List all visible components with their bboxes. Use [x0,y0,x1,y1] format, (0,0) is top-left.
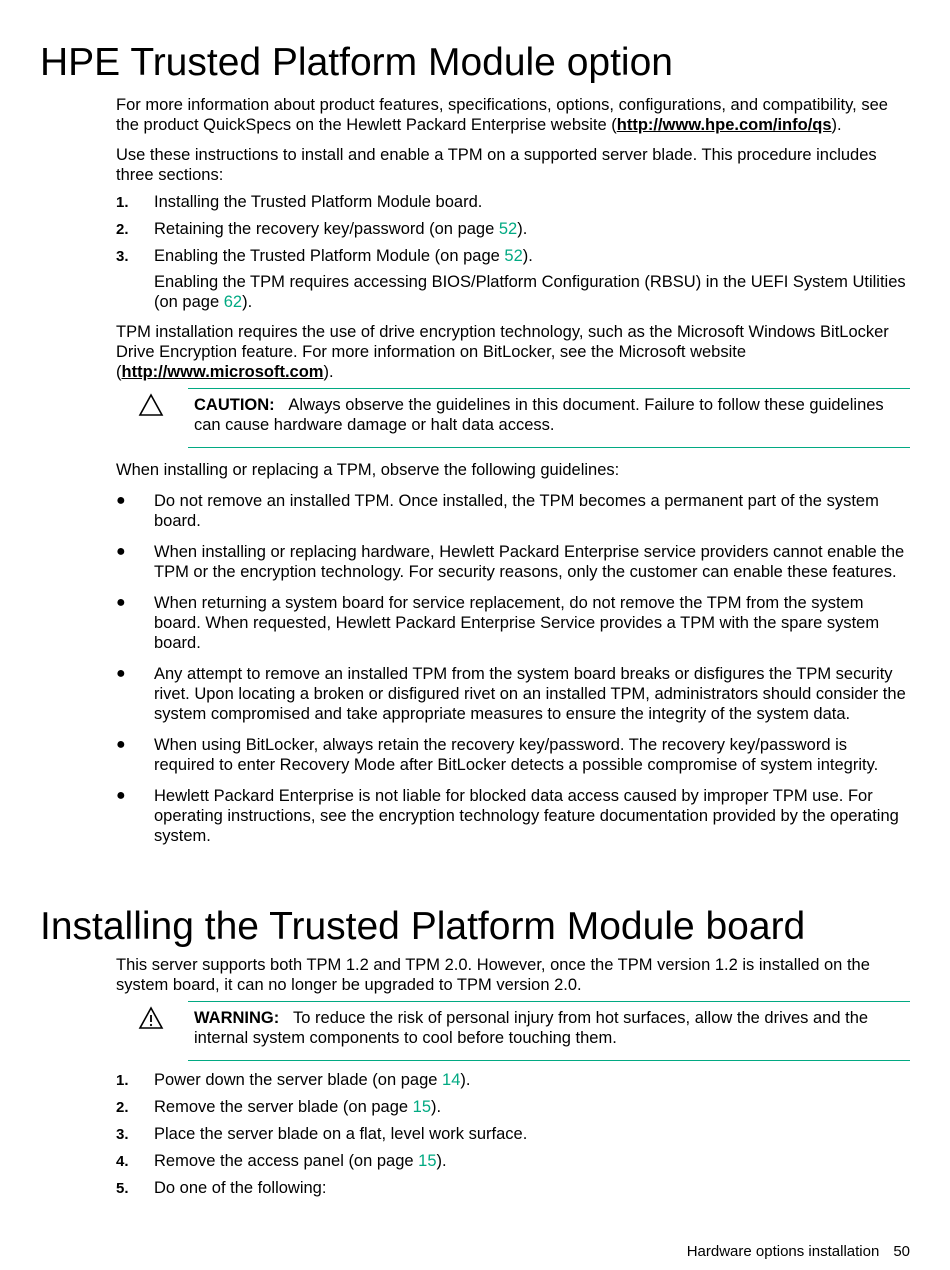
warning-text: To reduce the risk of personal injury from hot surfaces, allow the drives and the internal system components to cool before touching them. [194,1009,869,1047]
warning-icon [138,1006,164,1030]
list-item: 4. Remove the access panel (on page 15). [116,1152,447,1170]
intro-paragraph: For more information about product features, specifications, options, configurations, and compatibility, see the product QuickSpecs on the Hewlett Packard Enterprise website (http://www.hpe.com/info/qs). [116,96,888,134]
caution-text: Always observe the guidelines in this document. Failure to follow these guidelines can cause hardware damage or halt data access. [194,396,884,434]
procedure-paragraph: Use these instructions to install and enable a TPM on a supported server blade. This procedure includes three sections: [116,146,877,184]
list-item: 3. Enabling the Trusted Platform Module (on page 52). Enabling the TPM requires accessing BIOS/Platform Configuration (RBSU) in the UEFI System Utilities (on page 62). [116,246,910,312]
list-item: ● Any attempt to remove an installed TPM from the system board breaks or disfigures the TPM security rivet. Upon locating a broken or disfigured rivet on an installed TPM, administrators should consider the system compromised and take appropriate measures to ensure the integrity of the system data. [116,665,906,723]
list-item: 1. Installing the Trusted Platform Module board. [116,193,483,211]
guidelines-list [116,491,910,846]
caution-box [188,388,910,448]
list-item: ● Do not remove an installed TPM. Once installed, the TPM becomes a permanent part of the system board. [116,492,879,530]
page-link[interactable]: 14 [442,1071,461,1089]
guidelines-section [116,460,910,846]
step-note: Enabling the TPM requires accessing BIOS/Platform Configuration (RBSU) in the UEFI System Utilities (on page 62). [154,273,906,311]
warning-box [188,1001,910,1061]
list-item: 5. Do one of the following: [116,1179,327,1197]
page-footer [687,1243,910,1260]
footer-section-title: Hardware options installation [686,1243,880,1260]
section-body [116,955,910,995]
quickspecs-link[interactable]: http://www.hpe.com/info/qs [616,116,832,134]
install-steps-section [116,1070,910,1198]
caution-icon [138,393,164,417]
page-number: 50 [893,1243,910,1260]
page-link[interactable]: 15 [412,1098,432,1116]
page-link[interactable]: 52 [498,220,518,238]
tpm-version-paragraph: This server supports both TPM 1.2 and TPM 2.0. However, once the TPM version 1.2 is installed on the system board, it can no longer be upgraded to TPM version 2.0. [116,956,870,994]
page-link[interactable]: 62 [223,293,243,311]
list-item: 2. Retaining the recovery key/password (on page 52). [116,220,528,238]
list-item: 1. Power down the server blade (on page 14). [116,1071,471,1089]
list-item: ● Hewlett Packard Enterprise is not liable for blocked data access caused by improper TPM use. For operating instructions, see the encryption technology feature documentation provided by the operating system. [116,787,899,845]
sections-list [116,192,910,312]
page-link[interactable]: 15 [418,1152,437,1170]
caution-label: CAUTION: [194,396,275,414]
section-title: Installing the Trusted Platform Module board [40,905,806,948]
warning-label: WARNING: [194,1009,280,1027]
section-title: HPE Trusted Platform Module option [40,41,673,84]
list-item: 3. Place the server blade on a flat, level work surface. [116,1125,528,1143]
microsoft-link[interactable]: http://www.microsoft.com [121,363,324,381]
list-item: 2. Remove the server blade (on page 15). [116,1098,442,1116]
guidelines-intro: When installing or replacing a TPM, observe the following guidelines: [116,461,620,479]
install-steps-list [116,1070,910,1198]
list-item: ● When using BitLocker, always retain the recovery key/password. The recovery key/password is required to enter Recovery Mode after BitLocker detects a possible compromise of system integrity. [116,736,879,774]
section-body [116,95,910,382]
list-item: ● When installing or replacing hardware, Hewlett Packard Enterprise service providers cannot enable the TPM or the encryption technology. For security reasons, only the customer can enable these features. [116,543,905,581]
list-item: ● When returning a system board for service replacement, do not remove the TPM from the system board. When requested, Hewlett Packard Enterprise Service provides a TPM with the spare system board. [116,594,880,652]
page-link[interactable]: 52 [504,247,523,265]
bitlocker-paragraph: TPM installation requires the use of drive encryption technology, such as the Microsoft Windows BitLocker Drive Encryption feature. For more information on BitLocker, see the Microsoft website (http://www.microsoft.com). [116,323,889,381]
